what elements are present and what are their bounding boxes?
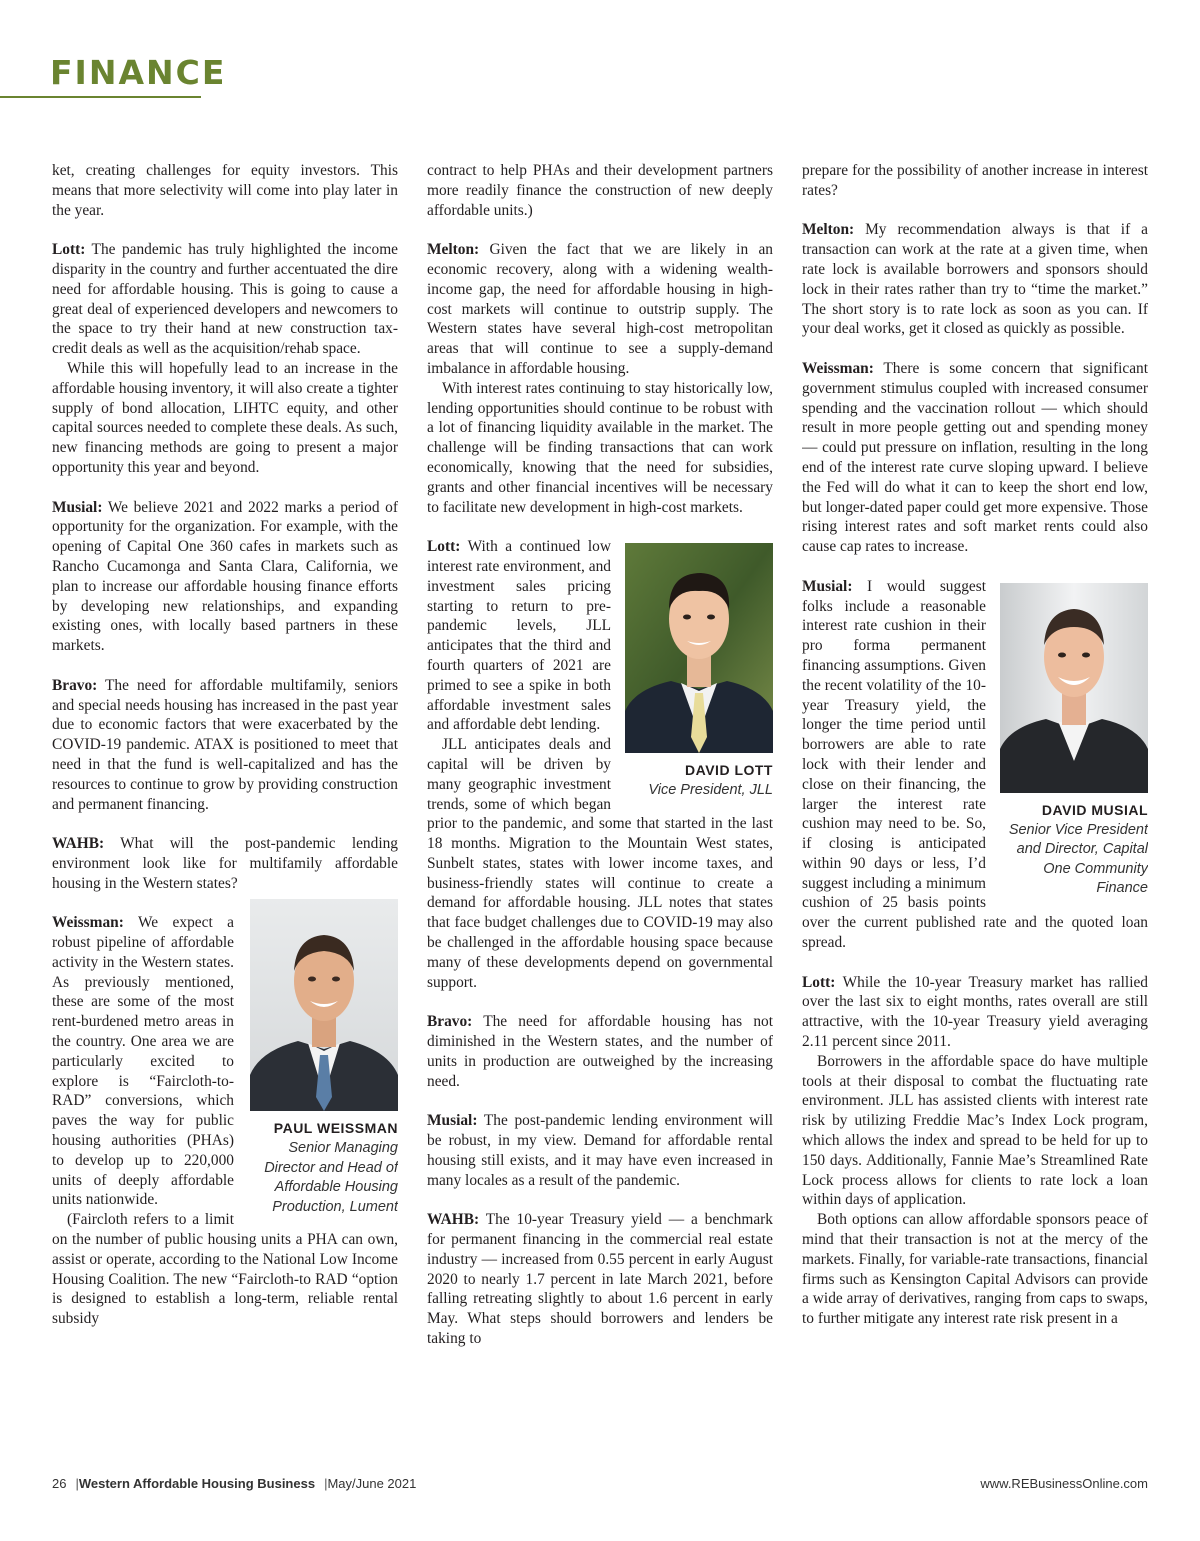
photo-weissman-name: PAUL WEISSMAN xyxy=(273,1120,398,1137)
photo-lott-role: Vice President, JLL xyxy=(648,781,773,798)
column-1-paragraphs xyxy=(52,161,398,893)
speaker-label: Bravo: xyxy=(52,676,98,694)
photo-lott-figure xyxy=(623,543,773,800)
paragraph-text: The pandemic has truly highlighted the income disparity in the country and further accentuated the dire need for affordable housing. This is going to cause a great deal of experienced developers and newcomers to the space to try their hand at new construction tax-credit deals as well as the acquisition/rehab space. xyxy=(52,241,398,358)
section-title: FINANCE xyxy=(50,53,227,92)
paragraph xyxy=(52,161,398,220)
issue-date: May/June 2021 xyxy=(327,1476,417,1491)
paragraph xyxy=(52,240,398,359)
speaker-label: Melton: xyxy=(802,221,855,239)
portrait-musial-image xyxy=(1000,583,1148,793)
photo-weissman-role: Senior Managing Director and Head of Affordable Housing Production, Lument xyxy=(264,1140,398,1215)
paragraph-text: prepare for the possibility of another increase in interest rates? xyxy=(802,162,1148,199)
photo-musial-role: Senior Vice President and Director, Capital One Community Finance xyxy=(1008,821,1148,897)
paragraph xyxy=(52,359,398,478)
paragraph-text: The need for affordable housing has not diminished in the Western states, and the number of units in production are outweighed by the increasing need. xyxy=(427,1013,773,1090)
column-2-paragraphs xyxy=(427,161,773,517)
publication-name: Western Affordable Housing Business xyxy=(78,1476,316,1491)
paragraph xyxy=(52,834,398,893)
speaker-label: WAHB: xyxy=(52,835,105,853)
paragraph xyxy=(52,498,398,656)
paragraph xyxy=(427,240,773,379)
text-column-2 xyxy=(427,161,773,1451)
paragraph xyxy=(427,1012,773,1091)
paragraph xyxy=(802,161,1148,201)
paragraph-text: The need for affordable multifamily, seniors and special needs housing has increased in the past year due to economic factors that were exacerbated by the COVID-19 pandemic. ATAX is positioned to meet that need in that the fund is well-capitalized and has the resources to continue to grow by providing construction and permanent financing. xyxy=(52,676,398,813)
paragraph xyxy=(52,676,398,815)
speaker-label: Lott: xyxy=(52,241,86,259)
portrait-lott-image xyxy=(625,543,773,753)
paragraph-text: contract to help PHAs and their development partners more readily finance the construction of new deeply affordable units.) xyxy=(427,162,773,219)
speaker-label: Lott: xyxy=(427,538,461,556)
paragraph xyxy=(427,1111,773,1190)
page-number: 26 xyxy=(52,1476,67,1491)
speaker-label: Melton: xyxy=(427,241,480,259)
page-footer xyxy=(52,1476,1148,1491)
paragraph-text: (Faircloth refers to a limit on the number of public housing units a PHA can own, assist or operate, according to the National Low Income Housing Coalition. The new “Faircloth-to RAD “option is designed to establish a long-term, reliable rental subsidy xyxy=(52,1211,398,1328)
paragraph-text: There is some concern that significant government stimulus coupled with increased consumer spending and the vaccination rollout — which should result in more people getting out and spending money — could put pressure on inflation, resulting in the long end of the interest rate curve sloping upward. I believe the Fed will do what it can to keep the short end low, but longer-dated paper could get more expensive. Those rising interest rates and soft market rents could also cause cap rates to increase. xyxy=(802,359,1148,556)
photo-weissman-figure xyxy=(246,899,398,1217)
paragraph xyxy=(802,359,1148,557)
paragraph-text: JLL anticipates deals and capital will be driven by many geographic investment trends, some of which began prior to the pandemic, and some that started in the last 18 months. Migration to the Mountain West states, Sunbelt states, states with lower income taxes, and business-friendly states will continue to create a demand for affordable housing. JLL notes that states that face budget challenges due to COVID-19 may also be challenged in the affordable housing space because many of these developments depend on governmental support. xyxy=(427,736,773,991)
speaker-label: Musial: xyxy=(427,1112,478,1130)
paragraph-text: Given the fact that we are likely in an economic recovery, along with a widening wealth-income gap, the need for affordable housing in high-cost markets will continue to outstrip supply. The Western states have several high-cost metropolitan areas that will continue to see a supply-demand imbalance in affordable housing. xyxy=(427,241,773,377)
speaker-label: Bravo: xyxy=(427,1013,473,1031)
footer-separator: | xyxy=(324,1476,328,1491)
photo-musial-name: DAVID MUSIAL xyxy=(1041,801,1148,818)
paragraph xyxy=(802,973,1148,1052)
paragraph-text: The post-pandemic lending environment will be robust, in my view. Demand for affordable rental housing still exists, and it may have even increased in many locales as a result of the pandemic. xyxy=(427,1112,773,1189)
paragraph-text: Both options can allow affordable sponsors peace of mind that their transaction is not at the mercy of the markets. Finally, for variable-rate transactions, financial firms such as Kensington Capital Advisors can provide a wide array of derivatives, ranging from caps to swaps, to further mitigate any interest rate risk present in a xyxy=(802,1211,1148,1328)
paragraph-text: ket, creating challenges for equity investors. This means that more selectivity will come into play later in the year. xyxy=(52,162,398,219)
paragraph-text: We expect a robust pipeline of affordable activity in the Western states. As previously mentioned, these are some of the most rent-burdened metro areas in the country. One area we are particularly excited to explore is “Faircloth-to-RAD” conversions, which paves the way for public housing authorities (PHAs) to develop up to 220,000 units of deeply affordable units nationwide. xyxy=(52,914,234,1209)
paragraph xyxy=(802,1210,1148,1329)
paragraph-text: While this will hopefully lead to an increase in the affordable housing inventory, it will also create a tighter supply of bond allocation, LIHTC equity, and other capital sources needed to complete these deals. As such, new financing methods are going to present a major opportunity this year and beyond. xyxy=(52,359,398,476)
paragraph-text: Borrowers in the affordable space do have multiple tools at their disposal to combat the fluctuating rate environment. JLL has assisted clients with interest rate risk by utilizing Freddie Mac’s Index Lock program, which allows the index and spread to be held for up to 150 days. Additionally, Fannie Mae’s Streamlined Rate Lock process allows for clients to rate lock a loan within days of application. xyxy=(802,1052,1148,1209)
speaker-label: Musial: xyxy=(802,577,853,595)
text-column-1 xyxy=(52,161,398,1451)
photo-musial-figure xyxy=(998,583,1148,899)
paragraph-text: What will the post-pandemic lending environment look like for multifamily affordable housing in the Western states? xyxy=(52,835,398,892)
section-title-rule xyxy=(0,96,201,98)
portrait-weissman-image xyxy=(250,899,398,1111)
footer-left xyxy=(52,1476,416,1491)
paragraph-text: While the 10-year Treasury market has rallied over the last six to eight months, rates overall are still attractive, with the 10-year Treasury yield averaging 2.11 percent since 2011. xyxy=(802,973,1148,1051)
paragraph-text: The 10-year Treasury yield — a benchmark for permanent financing in the commercial real estate industry — increased from 0.55 percent in early August 2020 to nearly 1.7 percent in late March 2021, before falling retreating slightly to about 1.6 percent in early May. What steps should borrowers and lenders be taking to xyxy=(427,1211,773,1348)
paragraph xyxy=(427,379,773,518)
paragraph xyxy=(802,1052,1148,1210)
speaker-label: Weissman: xyxy=(52,914,124,932)
paragraph-text: I would suggest folks include a reasonable interest rate cushion in their pro forma permanent financing assumptions. Given the recent volatility of the 10-year Treasury yield, the longer the time period until borrowers are able to rate lock with their lender and close on their financing, the larger the interest rate cushion may need to be. So, if closing is anticipated within 90 days or less, I’d suggest including a minimum cushion of 25 basis points over the current published rate and the quoted loan spread. xyxy=(802,577,1148,952)
text-column-3 xyxy=(802,161,1148,1451)
paragraph xyxy=(427,161,773,220)
paragraph-text: With a continued low interest rate environment, and investment sales pricing starting to return to pre-pandemic levels, JLL anticipates that the third and fourth quarters of 2021 are primed to see a spike in both affordable investment sales and affordable debt lending. xyxy=(427,538,611,734)
footer-separator: | xyxy=(75,1476,79,1491)
speaker-label: WAHB: xyxy=(427,1211,480,1229)
paragraph xyxy=(802,220,1148,339)
paragraph xyxy=(427,1210,773,1349)
paragraph xyxy=(52,1210,398,1329)
speaker-label: Lott: xyxy=(802,973,836,991)
paragraph-text: With interest rates continuing to stay historically low, lending opportunities should continue to be robust with a lot of financing liquidity available in the market. The challenge will be finding transactions that can work economically, knowing that the need for subsidies, grants and other financial incentives will be necessary to facilitate new development in high-cost markets. xyxy=(427,379,773,516)
paragraph-text: We believe 2021 and 2022 marks a period of opportunity for the organization. For example, with the opening of Capital One 360 cafes in markets such as Rancho Cucamonga and Santa Clara, California, we plan to increase our affordable housing finance efforts by developing new relationships, and expanding existing ones, with locally based partners in these markets. xyxy=(52,498,398,655)
paragraph-text: My recommendation always is that if a transaction can work at the rate at a given time, when rate lock is available borrowers and sponsors should lock in their rates rather than try to “time the market.” The short story is to rate lock as soon as you can. If your deal works, get it closed as quickly as possible. xyxy=(802,221,1148,338)
photo-lott-name: DAVID LOTT xyxy=(685,762,773,779)
website-url: www.REBusinessOnline.com xyxy=(980,1476,1148,1491)
speaker-label: Musial: xyxy=(52,498,103,516)
speaker-label: Weissman: xyxy=(802,359,874,377)
column-3-paragraphs xyxy=(802,161,1148,557)
